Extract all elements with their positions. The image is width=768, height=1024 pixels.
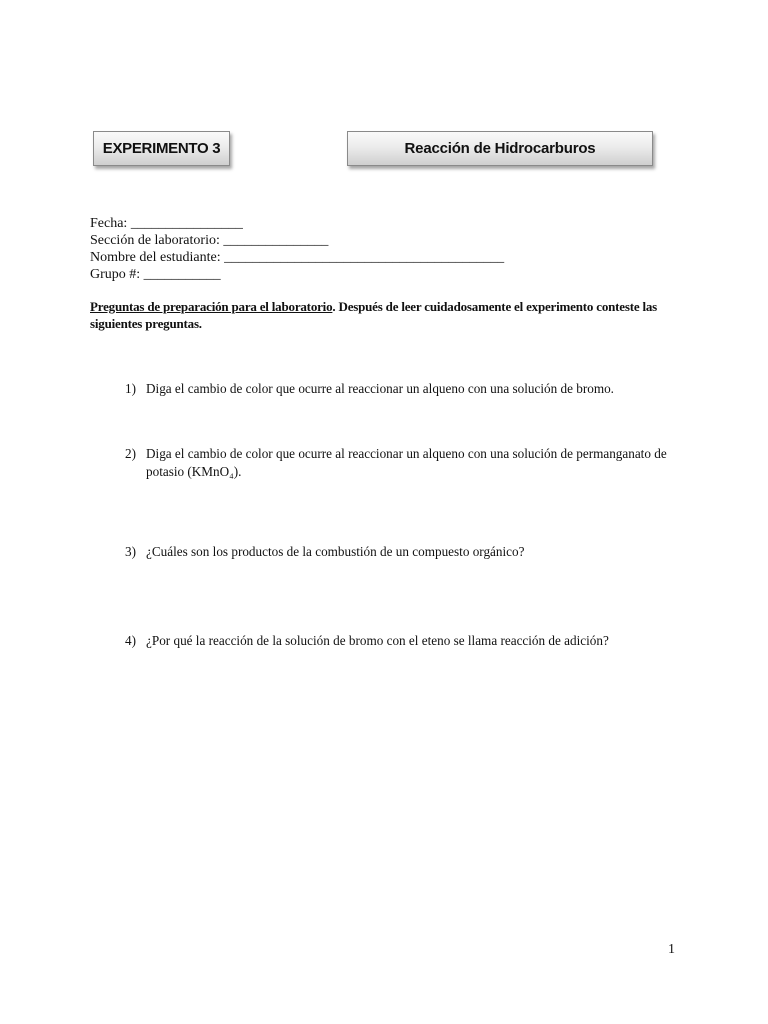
- question-text: Diga el cambio de color que ocurre al reaccionar un alqueno con una solución de bromo.: [146, 381, 614, 396]
- question-text: ¿Cuáles son los productos de la combustión de un compuesto orgánico?: [146, 544, 525, 559]
- date-field: Fecha: ________________: [90, 216, 243, 231]
- title-box: [347, 131, 653, 166]
- student-name-field: Nombre del estudiante: ________________________________________: [90, 250, 505, 265]
- question-text: ¿Por qué la reacción de la solución de bromo con el eteno se llama reacción de adición?: [146, 633, 609, 648]
- question-item: [125, 632, 685, 650]
- instructions-heading: Preguntas de preparación para el laboratorio: [90, 299, 333, 314]
- question-text: Diga el cambio de color que ocurre al reaccionar un alqueno con una solución de permanganato de potasio (KMnO₄).: [146, 446, 667, 479]
- page-number: 1: [668, 942, 675, 957]
- instructions-paragraph: [90, 298, 690, 332]
- experiment-label: EXPERIMENTO 3: [102, 140, 221, 157]
- question-item: [125, 445, 685, 481]
- instructions-text: . Después de leer cuidadosamente el experimento conteste las siguientes preguntas.: [90, 299, 658, 331]
- question-number: 4): [125, 633, 136, 648]
- experiment-label-box: [93, 131, 230, 166]
- group-field: Grupo #: ___________: [90, 267, 221, 282]
- question-number: 1): [125, 381, 136, 396]
- lab-section-field: Sección de laboratorio: _______________: [90, 233, 329, 248]
- question-number: 3): [125, 544, 136, 559]
- question-item: [125, 543, 685, 561]
- question-item: [125, 380, 685, 398]
- document-title: Reacción de Hidrocarburos: [404, 140, 596, 157]
- question-number: 2): [125, 446, 136, 461]
